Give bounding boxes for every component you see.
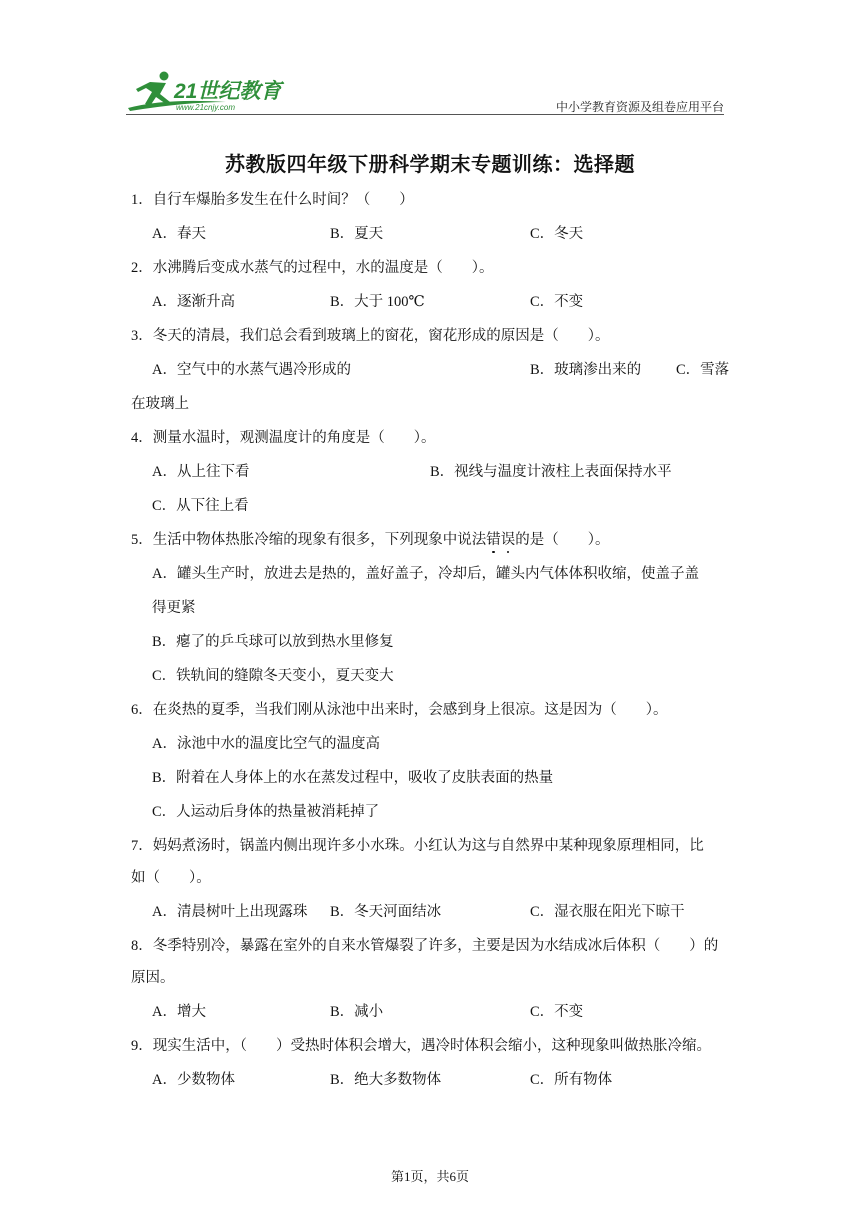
page-footer: 第1页，共6页 <box>390 1169 469 1184</box>
q3-option-a: A．空气中的水蒸气遇冷形成的 <box>152 362 351 378</box>
q9-option-a: A．少数物体 <box>152 1072 235 1088</box>
emphasis-char: 误 <box>500 532 516 548</box>
q2-option-a: A．逐渐升高 <box>152 294 235 310</box>
question-1-stem: 1．自行车爆胎多发生在什么时间？（ ） <box>131 192 414 208</box>
q3-option-c: C．雪落 <box>676 362 730 378</box>
q2-option-c: C．不变 <box>530 294 584 310</box>
q6-option-a: A．泳池中水的温度比空气的温度高 <box>152 736 380 752</box>
q3-option-b: B．玻璃渗出来的 <box>530 362 642 378</box>
header-divider <box>126 114 724 115</box>
svg-text:21世纪教育: 21世纪教育 <box>174 80 282 103</box>
q8-option-b: B．减小 <box>330 1004 384 1020</box>
q5-option-b: B．瘪了的乒乓球可以放到热水里修复 <box>152 634 394 650</box>
question-6-stem: 6．在炎热的夏季，当我们刚从泳池中出来时，会感到身上很凉。这是因为（ ）。 <box>131 702 668 718</box>
question-7-stem: 7．妈妈煮汤时，锅盖内侧出现许多小水珠。小红认为这与自然界中某种现象原理相同，比 <box>131 838 704 854</box>
q4-option-c: C．从下往上看 <box>152 498 249 514</box>
q8-option-a: A．增大 <box>152 1004 206 1020</box>
site-logo <box>126 68 301 114</box>
q1-option-c: C．冬天 <box>530 226 584 242</box>
q2-option-b: B．大于 100℃ <box>330 294 425 310</box>
q4-option-a: A．从上往下看 <box>152 464 250 480</box>
q5-option-c: C．铁轨间的缝隙冬天变小，夏天变大 <box>152 668 394 684</box>
q6-option-c: C．人运动后身体的热量被消耗掉了 <box>152 804 380 820</box>
svg-text:www.21cnjy.com: www.21cnjy.com <box>176 103 235 112</box>
emphasis-char: 错 <box>486 532 501 548</box>
question-2-stem: 2．水沸腾后变成水蒸气的过程中，水的温度是（ ）。 <box>131 260 494 276</box>
q1-option-a: A．春天 <box>152 226 206 242</box>
question-4-stem: 4．测量水温时，观测温度计的角度是（ ）。 <box>131 430 436 446</box>
q7-option-a: A．清晨树叶上出现露珠 <box>152 904 308 920</box>
question-9-stem: 9．现实生活中，（ ）受热时体积会增大，遇冷时体积会缩小，这种现象叫做热胀冷缩。 <box>131 1038 711 1054</box>
q9-option-b: B．绝大多数物体 <box>330 1072 442 1088</box>
q3-option-c-continued: 在玻璃上 <box>131 396 189 412</box>
q7-option-b: B．冬天河面结冰 <box>330 904 442 920</box>
q5-option-a: A．罐头生产时，放进去是热的，盖好盖子，冷却后，罐头内气体体积收缩，使盖子盖 <box>152 566 699 582</box>
q7-option-c: C．湿衣服在阳光下晾干 <box>530 904 685 920</box>
q6-option-b: B．附着在人身体上的水在蒸发过程中，吸收了皮肤表面的热量 <box>152 770 554 786</box>
question-7-stem-continued: 如（ ）。 <box>131 870 211 886</box>
platform-label: 中小学教育资源及组卷应用平台 <box>555 100 724 114</box>
q5-option-a-continued: 得更紧 <box>152 600 196 616</box>
question-5-stem: 5．生活中物体热胀冷缩的现象有很多，下列现象中说法错误的是（ ）。 <box>131 532 610 548</box>
page-title: 苏教版四年级下册科学期末专题训练：选择题 <box>225 154 635 176</box>
question-8-stem-continued: 原因。 <box>131 970 175 986</box>
q8-option-c: C．不变 <box>530 1004 584 1020</box>
page-header <box>126 68 724 116</box>
q1-option-b: B．夏天 <box>330 226 384 242</box>
question-8-stem: 8．冬季特别冷，暴露在室外的自来水管爆裂了许多，主要是因为水结成冰后体积（ ）的 <box>131 938 719 954</box>
q9-option-c: C．所有物体 <box>530 1072 613 1088</box>
q4-option-b: B．视线与温度计液柱上表面保持水平 <box>430 464 672 480</box>
question-3-stem: 3．冬天的清晨，我们总会看到玻璃上的窗花，窗花形成的原因是（ ）。 <box>131 328 610 344</box>
